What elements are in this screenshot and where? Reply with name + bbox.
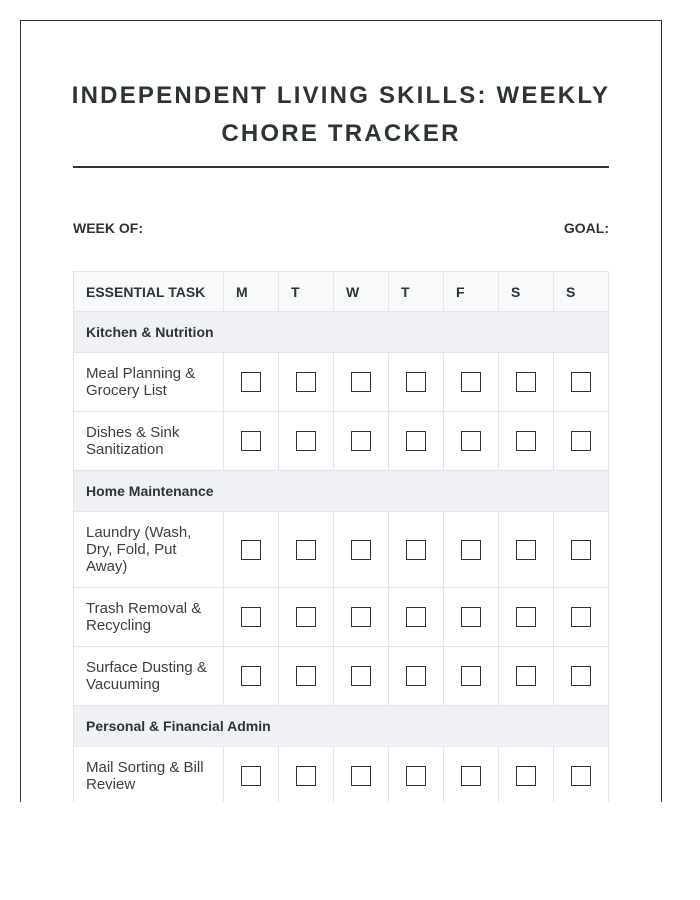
week-of-label: WEEK OF:	[73, 220, 143, 236]
task-name: Surface Dusting & Vacuuming	[74, 647, 224, 706]
checkbox-thursday[interactable]	[406, 540, 426, 560]
checkbox-tuesday[interactable]	[296, 431, 316, 451]
check-cell-sunday	[554, 353, 609, 412]
header-friday: F	[444, 272, 499, 312]
task-row	[74, 353, 609, 412]
checkbox-wednesday[interactable]	[351, 766, 371, 786]
checkbox-thursday[interactable]	[406, 666, 426, 686]
category-row	[74, 706, 609, 747]
checkbox-sunday[interactable]	[571, 540, 591, 560]
check-cell-tuesday	[279, 353, 334, 412]
checkbox-monday[interactable]	[241, 540, 261, 560]
checkbox-wednesday[interactable]	[351, 372, 371, 392]
checkbox-sunday[interactable]	[571, 607, 591, 627]
check-cell-monday	[224, 647, 279, 706]
task-row	[74, 747, 609, 803]
checkbox-tuesday[interactable]	[296, 666, 316, 686]
check-cell-friday	[444, 512, 499, 588]
task-row	[74, 647, 609, 706]
check-cell-thursday	[389, 512, 444, 588]
header-monday: M	[224, 272, 279, 312]
check-cell-saturday	[499, 412, 554, 471]
checkbox-friday[interactable]	[461, 431, 481, 451]
checkbox-sunday[interactable]	[571, 431, 591, 451]
checkbox-tuesday[interactable]	[296, 766, 316, 786]
chore-table	[73, 271, 609, 802]
checkbox-saturday[interactable]	[516, 540, 536, 560]
check-cell-thursday	[389, 647, 444, 706]
check-cell-tuesday	[279, 512, 334, 588]
header-wednesday: W	[334, 272, 389, 312]
checkbox-saturday[interactable]	[516, 666, 536, 686]
header-essential-task: ESSENTIAL TASK	[74, 272, 224, 312]
task-name: Dishes & Sink Sanitization	[74, 412, 224, 471]
check-cell-monday	[224, 412, 279, 471]
checkbox-saturday[interactable]	[516, 607, 536, 627]
checkbox-tuesday[interactable]	[296, 372, 316, 392]
check-cell-friday	[444, 412, 499, 471]
check-cell-thursday	[389, 588, 444, 647]
category-label: Home Maintenance	[74, 471, 609, 512]
check-cell-wednesday	[334, 588, 389, 647]
checkbox-sunday[interactable]	[571, 666, 591, 686]
check-cell-tuesday	[279, 588, 334, 647]
check-cell-sunday	[554, 647, 609, 706]
task-name: Laundry (Wash, Dry, Fold, Put Away)	[74, 512, 224, 588]
task-name: Trash Removal & Recycling	[74, 588, 224, 647]
goal-label: GOAL:	[563, 220, 609, 236]
category-label: Personal & Financial Admin	[74, 706, 609, 747]
check-cell-sunday	[554, 412, 609, 471]
check-cell-sunday	[554, 512, 609, 588]
task-row	[74, 588, 609, 647]
checkbox-saturday[interactable]	[516, 431, 536, 451]
check-cell-saturday	[499, 512, 554, 588]
checkbox-sunday[interactable]	[571, 372, 591, 392]
checkbox-friday[interactable]	[461, 372, 481, 392]
check-cell-wednesday	[334, 512, 389, 588]
check-cell-wednesday	[334, 747, 389, 803]
checkbox-monday[interactable]	[241, 372, 261, 392]
checkbox-friday[interactable]	[461, 540, 481, 560]
checkbox-thursday[interactable]	[406, 372, 426, 392]
check-cell-thursday	[389, 353, 444, 412]
check-cell-friday	[444, 747, 499, 803]
title-divider	[73, 166, 609, 168]
category-label: Kitchen & Nutrition	[74, 312, 609, 353]
check-cell-friday	[444, 647, 499, 706]
category-row	[74, 312, 609, 353]
checkbox-thursday[interactable]	[406, 431, 426, 451]
checkbox-friday[interactable]	[461, 607, 481, 627]
checkbox-tuesday[interactable]	[296, 607, 316, 627]
check-cell-tuesday	[279, 747, 334, 803]
task-row	[74, 412, 609, 471]
task-name: Mail Sorting & Bill Review	[74, 747, 224, 803]
checkbox-friday[interactable]	[461, 766, 481, 786]
check-cell-monday	[224, 588, 279, 647]
check-cell-saturday	[499, 747, 554, 803]
check-cell-friday	[444, 588, 499, 647]
check-cell-wednesday	[334, 647, 389, 706]
header-saturday: S	[499, 272, 554, 312]
check-cell-monday	[224, 747, 279, 803]
check-cell-sunday	[554, 588, 609, 647]
checkbox-wednesday[interactable]	[351, 540, 371, 560]
check-cell-saturday	[499, 353, 554, 412]
task-row	[74, 512, 609, 588]
checkbox-monday[interactable]	[241, 766, 261, 786]
checkbox-sunday[interactable]	[571, 766, 591, 786]
header-thursday: T	[389, 272, 444, 312]
check-cell-tuesday	[279, 647, 334, 706]
task-name: Meal Planning & Grocery List	[74, 353, 224, 412]
check-cell-monday	[224, 353, 279, 412]
checkbox-thursday[interactable]	[406, 607, 426, 627]
check-cell-saturday	[499, 647, 554, 706]
checkbox-thursday[interactable]	[406, 766, 426, 786]
checkbox-saturday[interactable]	[516, 372, 536, 392]
header-tuesday: T	[279, 272, 334, 312]
checkbox-monday[interactable]	[241, 607, 261, 627]
checkbox-tuesday[interactable]	[296, 540, 316, 560]
category-row	[74, 471, 609, 512]
checkbox-wednesday[interactable]	[351, 666, 371, 686]
checkbox-wednesday[interactable]	[351, 431, 371, 451]
chore-tracker-page	[20, 20, 662, 802]
check-cell-tuesday	[279, 412, 334, 471]
meta-row	[73, 220, 609, 236]
checkbox-monday[interactable]	[241, 431, 261, 451]
page-title: INDEPENDENT LIVING SKILLS: WEEKLY CHORE TRACKER	[71, 82, 611, 147]
checkbox-monday[interactable]	[241, 666, 261, 686]
check-cell-wednesday	[334, 353, 389, 412]
check-cell-thursday	[389, 747, 444, 803]
header-sunday: S	[554, 272, 609, 312]
check-cell-sunday	[554, 747, 609, 803]
checkbox-saturday[interactable]	[516, 766, 536, 786]
check-cell-thursday	[389, 412, 444, 471]
check-cell-monday	[224, 512, 279, 588]
checkbox-wednesday[interactable]	[351, 607, 371, 627]
check-cell-friday	[444, 353, 499, 412]
checkbox-friday[interactable]	[461, 666, 481, 686]
check-cell-saturday	[499, 588, 554, 647]
header-row	[74, 272, 609, 312]
check-cell-wednesday	[334, 412, 389, 471]
